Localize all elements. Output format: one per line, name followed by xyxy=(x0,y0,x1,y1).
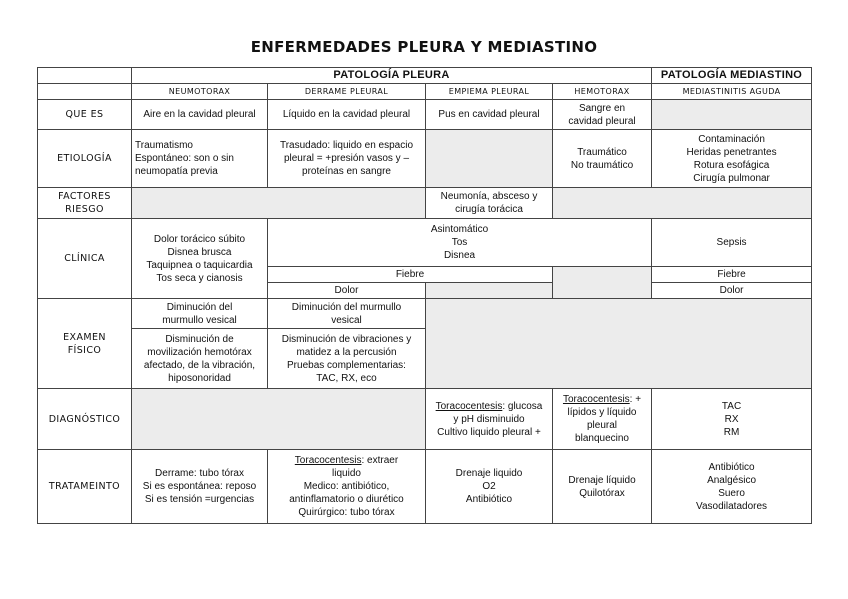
cell-etiologia-derrame xyxy=(268,130,426,188)
text-line: Quirúrgico: tubo tórax xyxy=(298,507,395,518)
text-line: Cultivo liquido pleural + xyxy=(437,426,541,438)
cell-diagnostico-mediastinitis xyxy=(652,389,812,450)
text-line: Asintomático xyxy=(430,224,489,235)
text-line: cirugía torácica xyxy=(455,204,523,215)
cell-clinica-neumotorax xyxy=(132,219,268,299)
cell-clinica-mediastinitis-fiebre: Fiebre xyxy=(652,267,812,283)
row-label-diagnostico: DIAGNÓSTICO xyxy=(38,389,132,450)
cell-examen-neumotorax-1 xyxy=(132,299,268,329)
text-line xyxy=(556,393,648,406)
cell-clinica-empiema-blank xyxy=(426,283,553,299)
cell-etiologia-hemotorax xyxy=(553,130,652,188)
cell-examen-derrame-2 xyxy=(268,329,426,389)
text-line: No traumático xyxy=(570,159,634,171)
text-line: Suero xyxy=(718,487,745,499)
text-line: Trasudado: liquido en espacio xyxy=(279,140,414,151)
cell-clinica-dolor: Dolor xyxy=(268,283,426,299)
text-line: cavidad pleural xyxy=(568,115,636,127)
cell-que-es-empiema: Pus en cavidad pleural xyxy=(426,100,553,130)
text-line: antinflamatorio o diurético xyxy=(289,494,404,505)
text-line: Derrame: tubo tórax xyxy=(155,468,244,479)
text-line: murmullo vesical xyxy=(162,314,237,326)
text-fragment: : + xyxy=(629,394,642,405)
text-line: Dolor torácico súbito xyxy=(153,233,246,245)
cell-examen-blank xyxy=(426,299,812,389)
row-label-que-es: QUE ES xyxy=(38,100,132,130)
text-line: vesical xyxy=(331,314,362,326)
text-line: TAC, RX, eco xyxy=(316,372,377,384)
row-label-examen xyxy=(38,299,132,389)
text-line: pleural xyxy=(587,420,618,431)
text-line: RM xyxy=(723,426,740,438)
text-line: Disminución de vibraciones y xyxy=(281,333,412,345)
row-label-factores xyxy=(38,188,132,219)
cell-que-es-mediastinitis xyxy=(652,100,812,130)
text-line: liquido xyxy=(332,468,361,479)
group-header-mediastino: PATOLOGÍA MEDIASTINO xyxy=(652,68,812,84)
corner-cell-2 xyxy=(38,84,132,100)
cell-etiologia-empiema xyxy=(426,130,553,188)
text-line xyxy=(429,400,549,413)
cell-diagnostico-hemotorax xyxy=(553,389,652,450)
cell-tratamiento-derrame xyxy=(268,450,426,524)
row-label-etiologia: ETIOLOGÍA xyxy=(38,130,132,188)
row-label-clinica: CLÍNICA xyxy=(38,219,132,299)
text-line: FÍSICO xyxy=(67,344,102,356)
text-line: Neumonía, absceso y xyxy=(440,191,538,202)
cell-factores-blank-left xyxy=(132,188,426,219)
text-line: Drenaje liquido xyxy=(455,468,523,479)
text-line: blanquecino xyxy=(575,433,629,444)
corner-cell xyxy=(38,68,132,84)
text-line: Sangre en xyxy=(578,102,626,114)
text-line: Tos xyxy=(451,237,468,248)
text-line: TAC xyxy=(721,400,742,412)
text-line: FACTORES xyxy=(58,191,111,202)
cell-tratamiento-neumotorax xyxy=(132,450,268,524)
text-line: Vasodilatadores xyxy=(696,500,768,512)
col-header-derrame: DERRAME PLEURAL xyxy=(268,84,426,100)
text-line: Rotura esofágica xyxy=(693,159,770,171)
text-line: Traumático xyxy=(577,146,627,158)
text-fragment: : extraer xyxy=(361,455,399,466)
text-line: neumopatía previa xyxy=(135,166,218,177)
text-line: Drenaje líquido xyxy=(568,474,636,486)
cell-tratamiento-hemotorax xyxy=(553,450,652,524)
text-line: Espontáneo: son o sin xyxy=(135,153,234,164)
col-header-hemotorax: HEMOTORAX xyxy=(553,84,652,100)
text-line: Disminución de xyxy=(165,333,234,345)
text-line: Pruebas complementarias: xyxy=(287,359,406,371)
cell-clinica-shared xyxy=(268,219,652,267)
cell-examen-neumotorax-2 xyxy=(132,329,268,389)
text-line: Diminución del murmullo xyxy=(291,301,402,313)
text-line: matidez a la percusión xyxy=(296,346,397,358)
cell-que-es-neumotorax: Aire en la cavidad pleural xyxy=(132,100,268,130)
page-title: ENFERMEDADES PLEURA Y MEDIASTINO xyxy=(250,38,598,56)
text-line: hiposonoridad xyxy=(168,372,231,384)
cell-factores-empiema xyxy=(426,188,553,219)
text-line: movilización hemotórax xyxy=(147,346,252,358)
col-header-mediastinitis: MEDIASTINITIS AGUDA xyxy=(652,84,812,100)
cell-que-es-hemotorax xyxy=(553,100,652,130)
text-fragment: : glucosa xyxy=(502,400,543,412)
text-line: Diminución del xyxy=(166,301,233,313)
text-line: lípidos y líquido xyxy=(567,407,637,418)
cell-clinica-mediastinitis-sepsis: Sepsis xyxy=(652,219,812,267)
cell-etiologia-neumotorax xyxy=(132,130,268,188)
cell-clinica-fiebre: Fiebre xyxy=(268,267,553,283)
text-line: Si es espontánea: reposo xyxy=(142,481,257,492)
col-header-neumotorax: NEUMOTORAX xyxy=(132,84,268,100)
text-line: y pH disminuido xyxy=(453,413,525,425)
text-line: afectado, de la vibración, xyxy=(143,359,256,371)
text-line: Antibiótico xyxy=(708,461,755,473)
text-line: Disnea xyxy=(443,250,476,261)
cell-tratamiento-mediastinitis xyxy=(652,450,812,524)
text-line: EXAMEN xyxy=(63,331,106,343)
cell-etiologia-mediastinitis xyxy=(652,130,812,188)
text-line xyxy=(271,454,422,467)
text-line: Analgésico xyxy=(707,474,756,486)
cell-que-es-derrame: Líquido en la cavidad pleural xyxy=(268,100,426,130)
underlined-term: Toracocentesis xyxy=(435,400,503,412)
col-header-empiema: EMPIEMA PLEURAL xyxy=(426,84,553,100)
cell-tratamiento-empiema xyxy=(426,450,553,524)
text-line: O2 xyxy=(482,481,496,492)
text-line: Disnea brusca xyxy=(167,246,232,258)
cell-clinica-hemotorax-blank xyxy=(553,267,652,299)
underlined-term: Toracocentesis xyxy=(562,394,630,405)
text-line: RX xyxy=(724,413,739,425)
cell-diagnostico-empiema xyxy=(426,389,553,450)
text-line: Contaminación xyxy=(698,133,765,145)
text-line: Tos seca y cianosis xyxy=(156,272,243,284)
cell-examen-derrame-1 xyxy=(268,299,426,329)
text-line: Taquipnea o taquicardia xyxy=(146,259,253,271)
text-line: Cirugía pulmonar xyxy=(693,172,770,184)
text-line: Traumatismo xyxy=(135,140,193,151)
underlined-term: Toracocentesis xyxy=(294,455,362,466)
cell-factores-blank-right xyxy=(553,188,812,219)
text-line: Quilotórax xyxy=(579,487,625,499)
text-line: Antibiótico xyxy=(465,494,513,505)
cell-diagnostico-blank xyxy=(132,389,426,450)
text-line: proteínas en sangre xyxy=(302,166,391,177)
disease-table xyxy=(37,67,812,524)
text-line: Medico: antibiótico, xyxy=(303,481,390,492)
row-label-tratamiento: TRATAMEINTO xyxy=(38,450,132,524)
group-header-pleura: PATOLOGÍA PLEURA xyxy=(132,68,652,84)
text-line: pleural = +presión vasos y – xyxy=(283,153,410,164)
cell-clinica-mediastinitis-dolor: Dolor xyxy=(652,283,812,299)
text-line: Heridas penetrantes xyxy=(686,146,777,158)
text-line: RIESGO xyxy=(65,204,104,215)
text-line: Si es tensión =urgencias xyxy=(144,494,255,505)
